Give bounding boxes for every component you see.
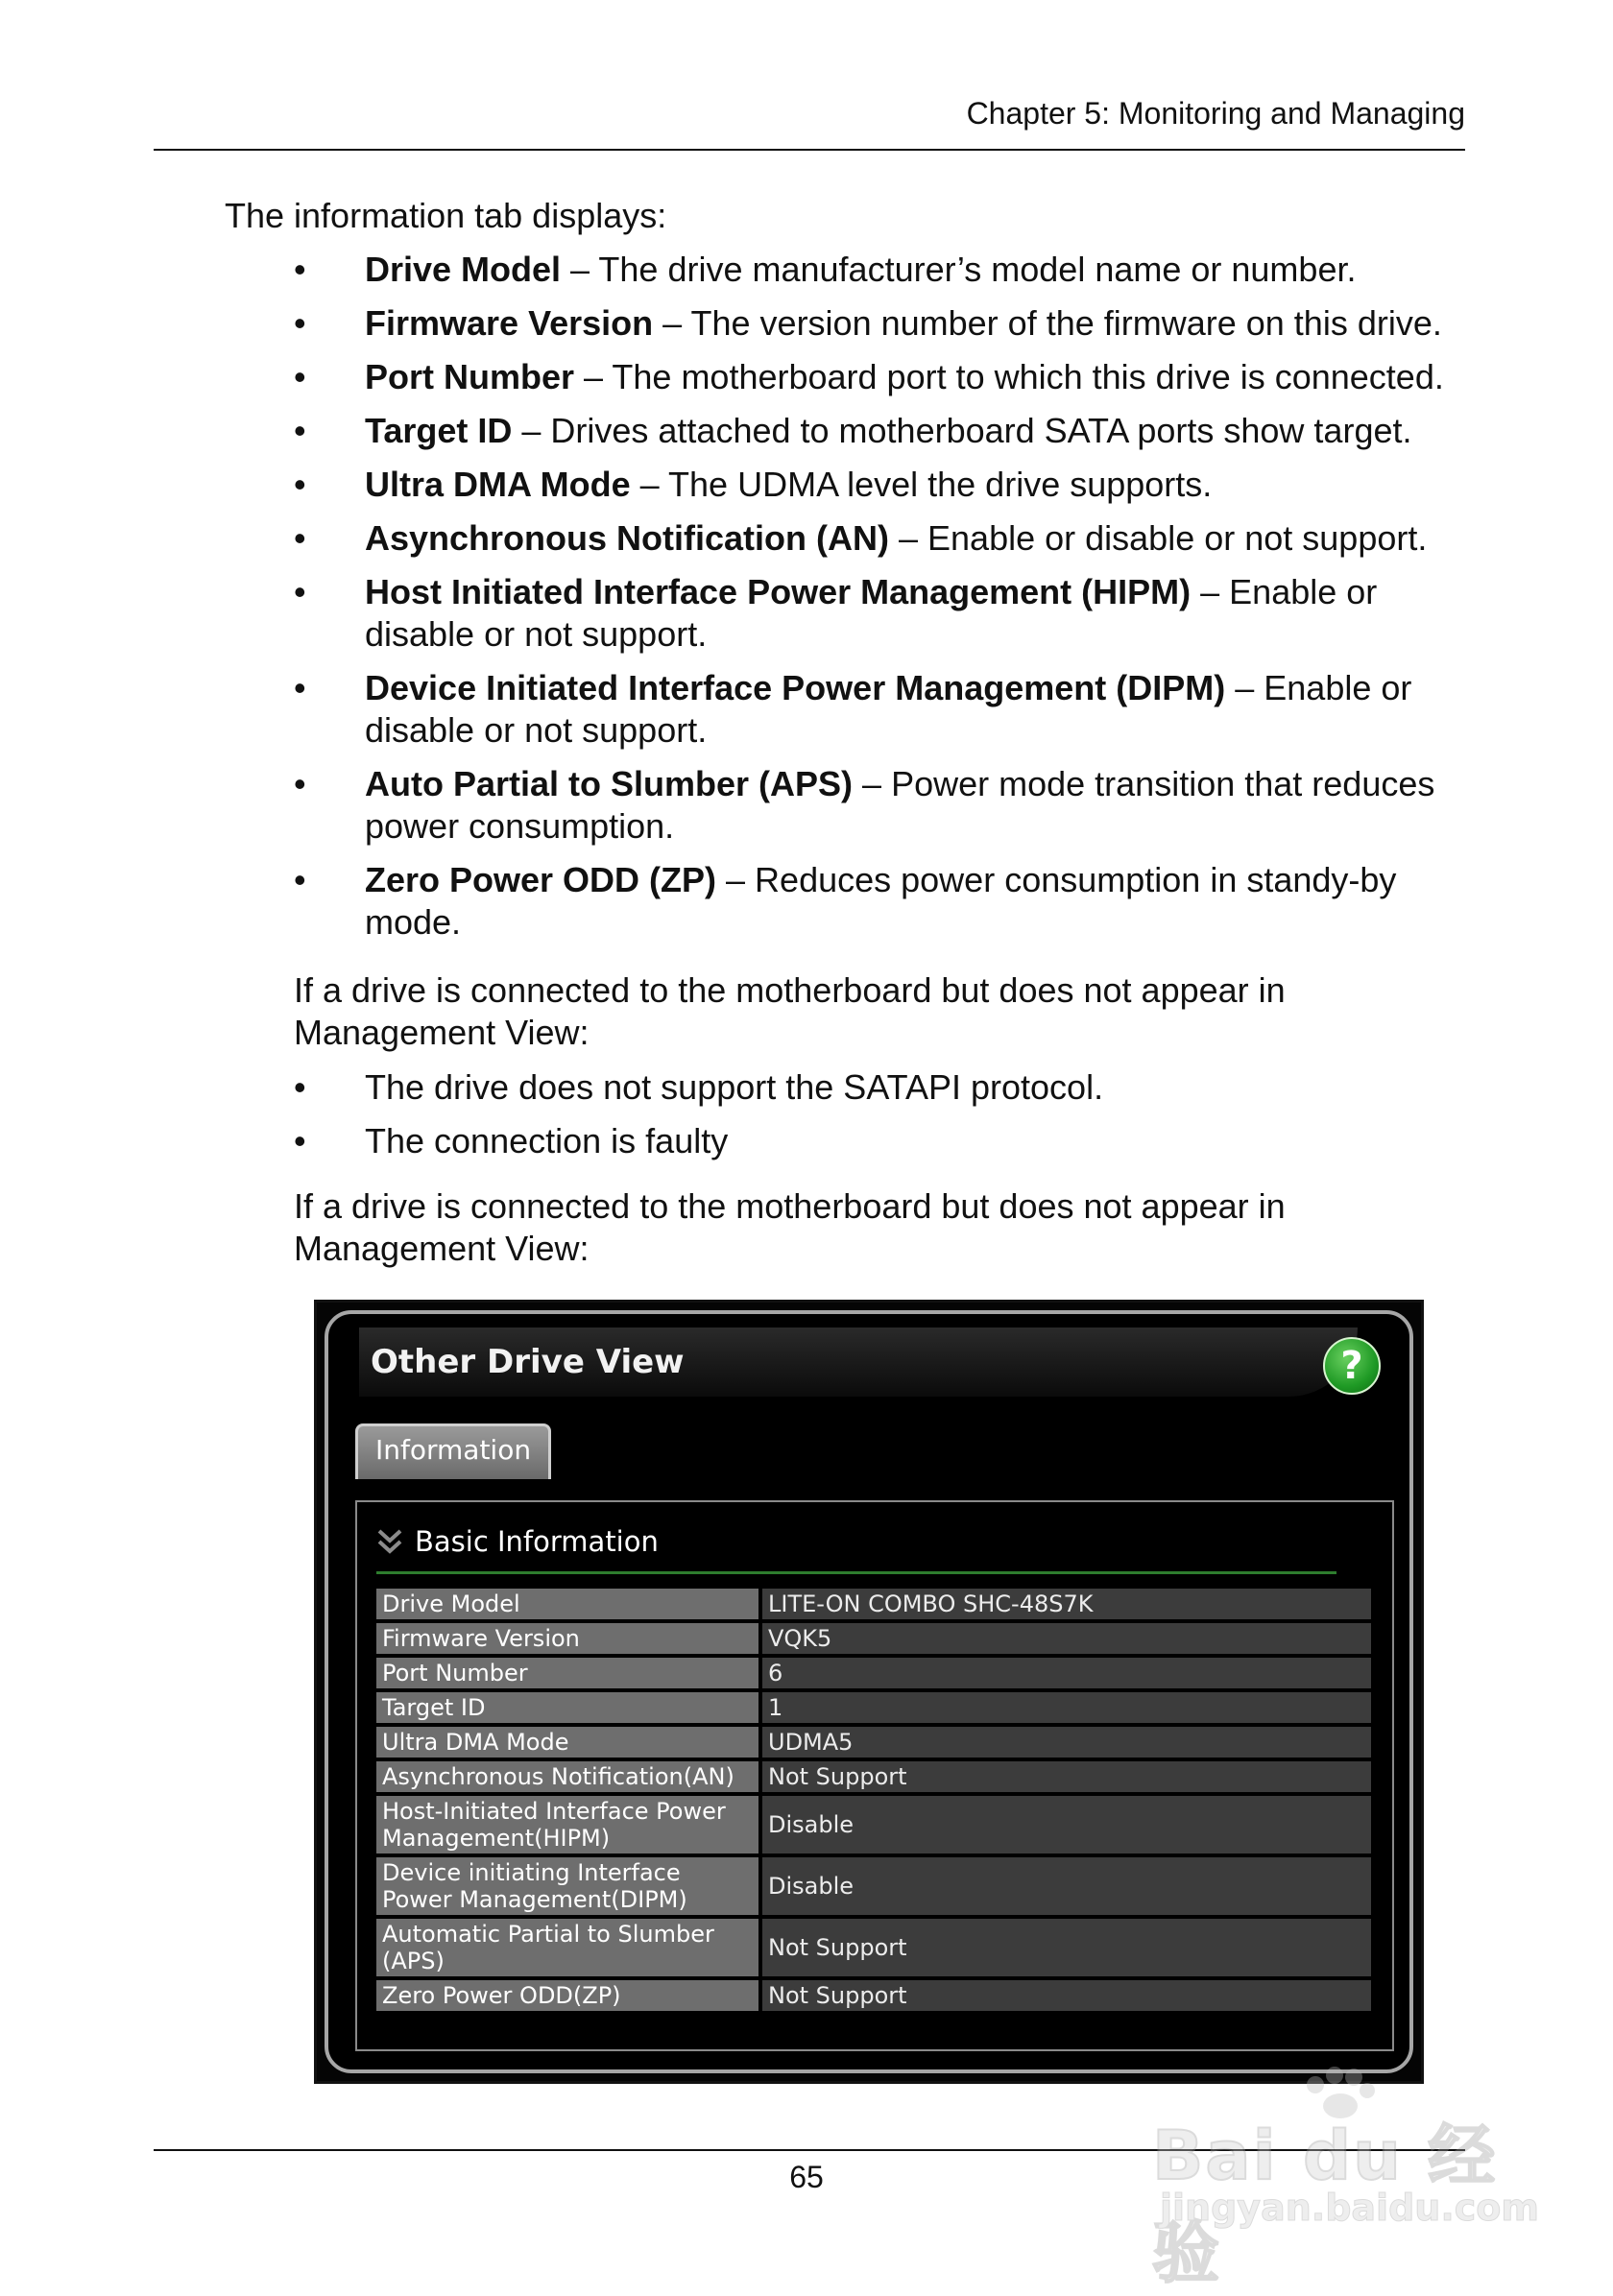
tab-information[interactable]: Information (355, 1423, 551, 1479)
reasons-bullet-list (294, 1066, 1475, 1174)
row-value: VQK5 (762, 1623, 1371, 1654)
list-item (294, 517, 1475, 560)
double-chevron-down-icon (376, 1527, 403, 1556)
list-item: • The drive does not support the SATAPI protocol. (294, 1066, 1475, 1109)
intro-text: The information tab displays: (225, 196, 667, 235)
help-button[interactable]: ? (1323, 1337, 1381, 1395)
basic-information-table (376, 1585, 1371, 2015)
row-label: Device initiating Interface Power Management(DIPM) (376, 1857, 762, 1915)
section-header[interactable] (376, 1521, 1336, 1574)
bullet-term: Port Number (365, 357, 575, 396)
table-row (376, 1857, 1371, 1915)
header-rule (154, 149, 1465, 151)
bullet-desc: – Reduces power consumption in standy-by mode. (365, 860, 1397, 942)
basic-information-box (355, 1500, 1394, 2051)
bullet-desc: – The motherboard port to which this drive is connected. (574, 357, 1444, 396)
panel-frame (325, 1310, 1413, 2073)
table-row (376, 1692, 1371, 1723)
list-item (294, 302, 1475, 345)
table-row (376, 1761, 1371, 1792)
bullet-desc: – The UDMA level the drive supports. (630, 465, 1213, 504)
other-drive-view-panel (314, 1300, 1424, 2084)
page-header: Chapter 5: Monitoring and Managing (966, 96, 1465, 131)
row-label: Asynchronous Notification(AN) (376, 1761, 762, 1792)
row-value: 1 (762, 1692, 1371, 1723)
list-item (294, 464, 1475, 506)
row-value: Not Support (762, 1761, 1371, 1792)
watermark-brand: Bai du 经验 (1152, 2117, 1498, 2292)
table-row (376, 1727, 1371, 1758)
bullet-desc: – The drive manufacturer’s model name or number. (561, 250, 1357, 289)
bullet-desc: – Power mode transition that reduces power consumption. (365, 764, 1435, 846)
bullet-term: Device Initiated Interface Power Management (DIPM) (365, 668, 1226, 707)
row-value: Disable (762, 1857, 1371, 1915)
panel-title: Other Drive View (371, 1343, 685, 1381)
section-title: Basic Information (415, 1525, 659, 1558)
bullet-desc: – Enable or disable or not support. (365, 572, 1378, 654)
row-label: Target ID (376, 1692, 762, 1723)
row-value: Disable (762, 1796, 1371, 1854)
bullet-term: Drive Model (365, 250, 562, 289)
table-row (376, 1980, 1371, 2011)
table-row (376, 1658, 1371, 1688)
row-label: Zero Power ODD(ZP) (376, 1980, 762, 2011)
bullet-term: Target ID (365, 411, 513, 450)
list-item (294, 571, 1475, 656)
row-value: UDMA5 (762, 1727, 1371, 1758)
paragraph-missing-drive: If a drive is connected to the motherboard but does not appear in Management View: (294, 970, 1286, 1052)
list-item (294, 356, 1475, 398)
row-value: 6 (762, 1658, 1371, 1688)
table-row (376, 1589, 1371, 1619)
table-row (376, 1796, 1371, 1854)
list-item (294, 763, 1475, 848)
list-item (294, 249, 1475, 291)
row-label: Ultra DMA Mode (376, 1727, 762, 1758)
bullet-desc: – Enable or disable or not support. (365, 668, 1412, 750)
row-value: Not Support (762, 1980, 1371, 2011)
row-label: Drive Model (376, 1589, 762, 1619)
row-label: Port Number (376, 1658, 762, 1688)
bullet-term: Auto Partial to Slumber (APS) (365, 764, 854, 803)
bullet-term: Zero Power ODD (ZP) (365, 860, 717, 899)
bullet-desc: – The version number of the firmware on this drive. (653, 303, 1442, 343)
table-row (376, 1623, 1371, 1654)
list-item (294, 859, 1475, 944)
bullet-desc: – Drives attached to motherboard SATA ports show target. (512, 411, 1412, 450)
row-label: Host-Initiated Interface Power Management(HIPM) (376, 1796, 762, 1854)
bullet-term: Asynchronous Notification (AN) (365, 518, 889, 558)
baidu-watermark (1152, 2064, 1539, 2292)
list-item (294, 667, 1475, 752)
watermark-url: jingyan.baidu.com (1160, 2187, 1539, 2229)
page-number: 65 (789, 2160, 824, 2194)
bullet-desc: – Enable or disable or not support. (889, 518, 1428, 558)
info-tab-bullet-list (294, 249, 1475, 955)
row-label: Firmware Version (376, 1623, 762, 1654)
row-value: LITE-ON COMBO SHC-48S7K (762, 1589, 1371, 1619)
bullet-term: Host Initiated Interface Power Management (HIPM) (365, 572, 1192, 611)
row-label: Automatic Partial to Slumber (APS) (376, 1919, 762, 1976)
bullet-term: Ultra DMA Mode (365, 465, 631, 504)
list-item (294, 410, 1475, 452)
table-row (376, 1919, 1371, 1976)
paragraph-missing-drive-repeat: If a drive is connected to the motherboard but does not appear in Management View: (294, 1186, 1286, 1268)
row-value: Not Support (762, 1919, 1371, 1976)
list-item: • The connection is faulty (294, 1120, 1475, 1162)
bullet-term: Firmware Version (365, 303, 654, 343)
